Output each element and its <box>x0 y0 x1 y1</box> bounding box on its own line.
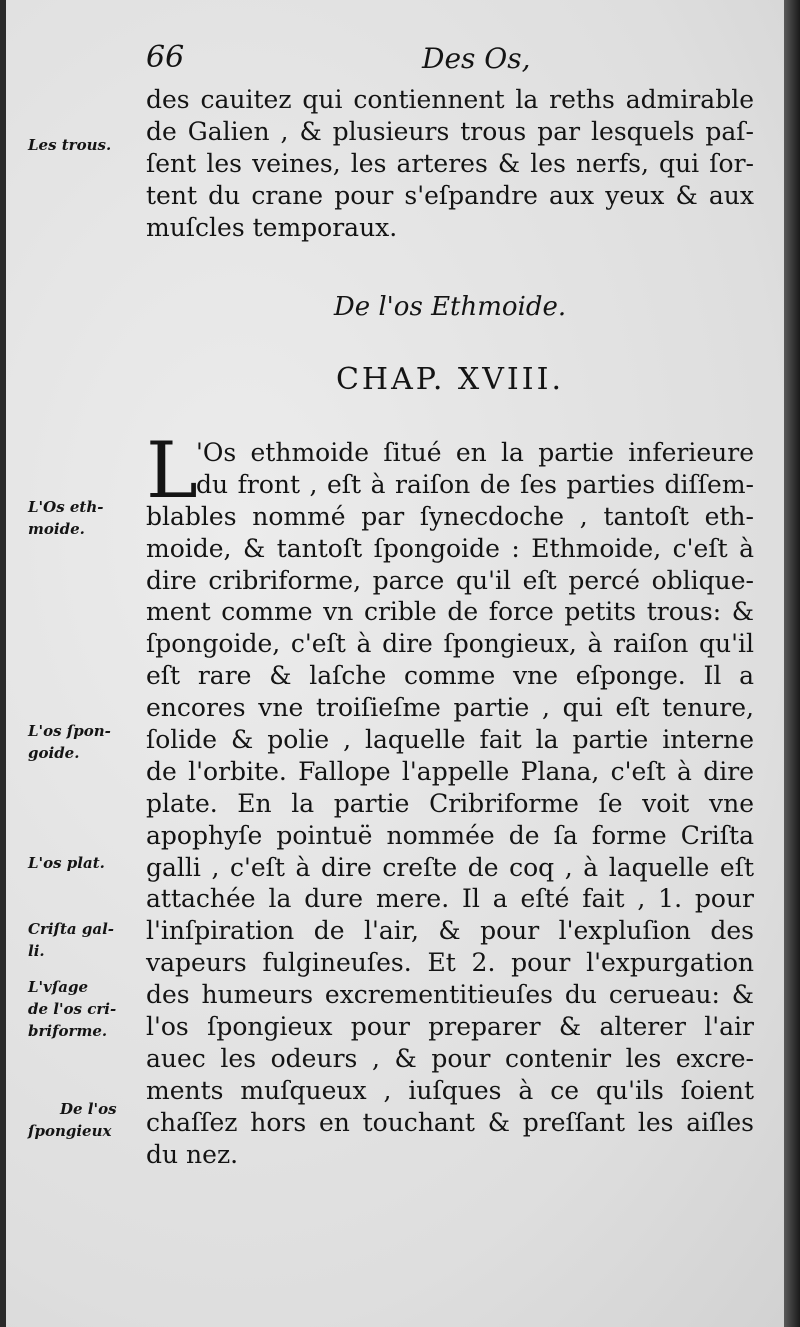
text-line: chaſſez hors en touchant & preſſant les aiſles <box>146 1107 754 1137</box>
margin-note-spongieux <box>28 1098 146 1142</box>
text-line: de l'orbite. Fallope l'appelle Plana, c'eſt à dire <box>146 756 754 786</box>
text-line: encores vne troiſieſme partie , qui eſt tenure, <box>146 693 754 723</box>
margin-note-os-ethmoide <box>28 496 146 540</box>
margin-note-line: ſpongieux <box>28 1122 112 1140</box>
text-line: dire cribriforme, parce qu'il eſt percé oblique- <box>146 565 754 595</box>
text-line: ſolide & polie , laquelle fait la partie interne <box>146 725 754 755</box>
text-line: ments muſqueux , iuſques à ce qu'ils ſoient <box>146 1075 754 1105</box>
text-line: 'Os ethmoide ſitué en la partie inferieure <box>196 438 754 467</box>
margin-note-os-spongoide <box>28 720 146 764</box>
section-title: De l'os Ethmoide. <box>333 292 567 322</box>
margin-note-line: L'Os eth- <box>28 498 104 516</box>
margin-note-les-trous <box>28 134 146 156</box>
text-line: du front , eſt à raiſon de ſes parties diſſem- <box>196 469 754 499</box>
margin-note-line: Les trous. <box>28 136 112 154</box>
margin-note-line: de l'os cri- <box>28 1000 117 1018</box>
text-block-2 <box>146 426 754 1170</box>
margin-note-os-plat <box>28 852 146 874</box>
margin-note-line: moide. <box>28 520 85 538</box>
page-header <box>146 40 746 84</box>
text-line: auec les odeurs , & pour contenir les excre- <box>146 1043 754 1073</box>
page-number: 66 <box>146 40 185 75</box>
text-line: eſt rare & laſche comme vne eſponge. Il a <box>146 661 754 691</box>
text-line: ſpongoide, c'eſt à dire ſpongieux, à raiſon qu'il <box>146 629 754 659</box>
text-line: apophyſe pointuë nommée de ſa forme Criſta <box>146 820 754 850</box>
text-line: galli , c'eſt à dire creſte de coq , à laquelle eſt <box>146 852 754 882</box>
margin-note-line: L'vſage <box>28 978 89 996</box>
drop-cap: L <box>146 426 198 516</box>
text-line: tent du crane pour s'eſpandre aux yeux & aux <box>146 181 754 210</box>
text-line: des cauitez qui contiennent la reths admirable <box>146 85 754 114</box>
text-line: ment comme vn crible de force petits trous: & <box>146 597 754 627</box>
margin-note-line: li. <box>28 942 45 960</box>
text-line: blables nommé par ſynecdoche , tantoſt eth- <box>146 501 754 531</box>
chapter-title: CHAP. XVIII. <box>335 362 565 397</box>
text-line: l'os ſpongieux pour preparer & alterer l'air <box>146 1012 754 1042</box>
text-line: muſcles temporaux. <box>146 213 398 242</box>
text-line: de Galien , & plusieurs trous par lesquels paſ- <box>146 117 754 146</box>
text-line: attachée la dure mere. Il a eſté fait , 1. pour <box>146 884 754 914</box>
page-edge-shadow <box>784 0 800 1327</box>
text-line: vapeurs fulgineuſes. Et 2. pour l'expurgation <box>146 948 754 978</box>
margin-note-line: L'os plat. <box>28 854 105 872</box>
margin-note-crista-galli <box>28 918 146 962</box>
margin-note-line: goide. <box>28 744 80 762</box>
text-line: des humeurs excrementitieuſes du cerueau: & <box>146 980 754 1010</box>
text-block-1 <box>146 84 754 244</box>
text-line: ſent les veines, les arteres & les nerfs, qui ſor- <box>146 149 754 178</box>
running-head: Des Os, <box>422 42 531 75</box>
margin-note-usage <box>28 976 146 1042</box>
text-line: plate. En la partie Cribriforme ſe voit vne <box>146 788 754 818</box>
text-line: l'inſpiration de l'air, & pour l'expluſion des <box>146 916 754 946</box>
margin-note-line: De l'os <box>60 1100 117 1118</box>
margin-note-line: Criſta gal- <box>28 920 114 938</box>
text-line: moide, & tantoſt ſpongoide : Ethmoide, c'eſt à <box>146 533 754 563</box>
margin-note-line: L'os ſpon- <box>28 722 111 740</box>
text-line: du nez. <box>146 1139 239 1169</box>
margin-note-line: briforme. <box>28 1022 108 1040</box>
